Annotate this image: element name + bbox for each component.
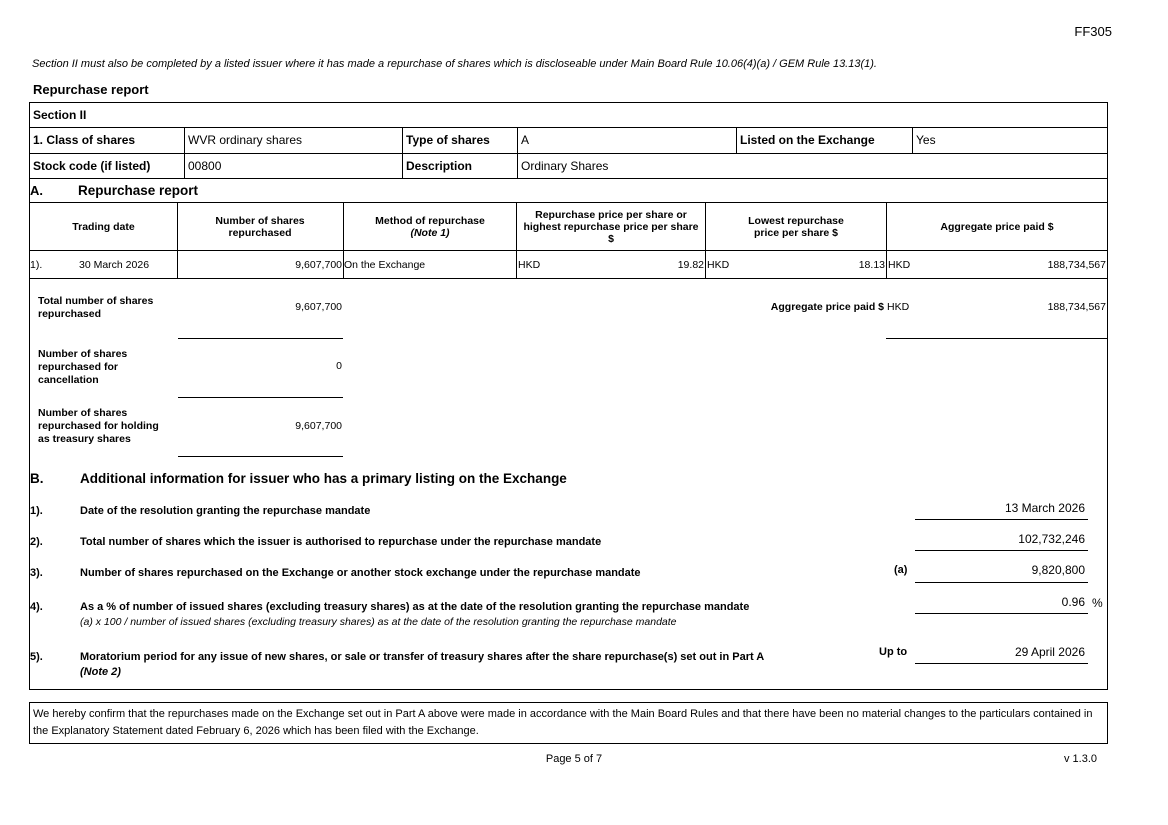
type-label: Type of shares [406, 133, 490, 147]
row-lowest-currency: HKD [707, 258, 730, 271]
aggregate-total-currency: HKD [887, 301, 910, 313]
b-item-3-label: Number of shares repurchased on the Exchange or another stock exchange under the repurchase mandate [80, 567, 641, 579]
b-item-3-value: 9,820,800 [1031, 563, 1085, 577]
header-trading-date: Trading date [72, 220, 135, 233]
treasury-label: Number of shares repurchased for holding as treasury shares [38, 407, 159, 445]
listed-label: Listed on the Exchange [740, 133, 875, 147]
report-title: Repurchase report [33, 82, 149, 97]
b-item-4-index: 4). [30, 601, 43, 613]
cancel-label: Number of shares repurchased for cancellation [38, 348, 128, 386]
header-method-note: (Note 1) [410, 226, 450, 239]
stock-code-label: Stock code (if listed) [33, 158, 151, 173]
part-a-title: Repurchase report [78, 182, 199, 198]
aggregate-total-value: 188,734,567 [1047, 301, 1106, 313]
b-item-3-index: 3). [30, 567, 43, 579]
stock-code-value: 00800 [188, 158, 222, 173]
treasury-value: 9,607,700 [295, 420, 342, 432]
row-aggregate: 188,734,567 [1047, 258, 1106, 271]
description-value: Ordinary Shares [521, 158, 609, 173]
header-number: Number of shares repurchased [215, 214, 305, 239]
row-method: On the Exchange [344, 258, 426, 271]
header-method-label: Method of repurchase [375, 214, 485, 227]
b-item-1-index: 1). [30, 505, 43, 517]
b-item-5-note: (Note 2) [80, 666, 121, 678]
b-item-4-sublabel: (a) x 100 / number of issued shares (excluding treasury shares) as at the date of the resolution granting the repurchase mandate [80, 616, 677, 628]
part-b-title: Additional information for issuer who has a primary listing on the Exchange [80, 471, 567, 486]
header-lowest: Lowest repurchase price per share $ [748, 214, 844, 239]
class-label: 1. Class of shares [33, 133, 136, 147]
b-item-3-tag: (a) [894, 564, 908, 576]
listed-value: Yes [916, 133, 936, 147]
page-number: Page 5 of 7 [545, 753, 603, 765]
row-price-currency: HKD [518, 258, 541, 271]
class-value: WVR ordinary shares [188, 133, 303, 147]
b-item-5-index: 5). [30, 651, 43, 663]
row-aggregate-currency: HKD [888, 258, 911, 271]
cancel-value: 0 [336, 360, 342, 372]
confirmation-text: We hereby confirm that the repurchases made on the Exchange set out in Part A above were made in accordance with the Main Board Rules and that there have been no material changes to the particulars contained in the Explanatory Statement dated February 6, 2026 which has been filed with the Exchange. [33, 708, 1093, 737]
b-item-2-value: 102,732,246 [1018, 532, 1085, 546]
header-method [344, 203, 516, 250]
b-item-2-index: 2). [30, 536, 43, 548]
b-item-4-label: As a % of number of issued shares (excluding treasury shares) as at the date of the resolution granting the repurchase mandate [80, 601, 750, 613]
b-item-5-value: 29 April 2026 [1014, 645, 1085, 659]
section-label: Section II [33, 108, 87, 122]
part-a-letter: A. [30, 182, 43, 198]
aggregate-total-label: Aggregate price paid $ [770, 301, 884, 313]
row-number: 9,607,700 [295, 258, 342, 271]
type-value: A [521, 133, 530, 147]
b-item-4-unit: % [1092, 596, 1103, 610]
b-item-2-label: Total number of shares which the issuer is authorised to repurchase under the repurchase mandate [80, 536, 602, 548]
b-item-5-tag: Up to [879, 646, 908, 658]
version: v 1.3.0 [1063, 753, 1097, 765]
row-price: 19.82 [677, 258, 704, 271]
row-date: 30 March 2026 [79, 258, 150, 271]
b-item-1-value: 13 March 2026 [1004, 501, 1085, 515]
total-value: 9,607,700 [295, 301, 342, 313]
b-item-5-label: Moratorium period for any issue of new shares, or sale or transfer of treasury shares after the share repurchase(s) set out in Part A [80, 651, 765, 663]
row-index: 1). [30, 258, 43, 271]
description-label: Description [406, 158, 473, 173]
form-code: FF305 [1074, 24, 1112, 39]
header-aggregate: Aggregate price paid $ [940, 220, 1054, 233]
header-price: Repurchase price per share or highest repurchase price per share $ [523, 208, 699, 245]
total-label: Total number of shares repurchased [38, 295, 154, 320]
b-item-1-label: Date of the resolution granting the repurchase mandate [80, 505, 371, 517]
intro-note: Section II must also be completed by a listed issuer where it has made a repurchase of shares which is discloseable under Main Board Rule 10.06(4)(a) / GEM Rule 13.13(1). [32, 58, 877, 70]
b-item-4-value: 0.96 [1061, 595, 1085, 609]
part-b-letter: B. [30, 471, 44, 486]
row-lowest: 18.13 [858, 258, 885, 271]
